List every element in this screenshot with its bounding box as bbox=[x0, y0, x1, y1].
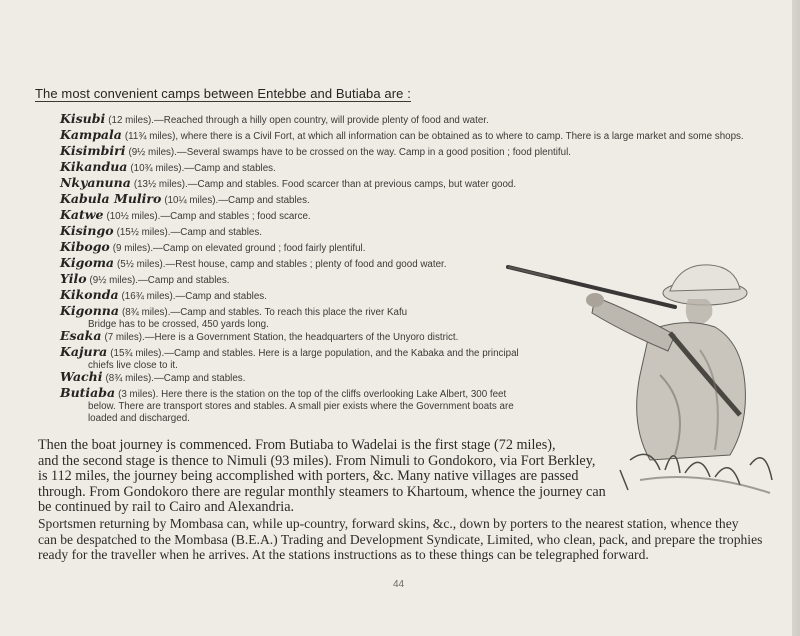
camp-description: (15½ miles).—Camp and stables. bbox=[116, 227, 262, 238]
camp-name: Kajura bbox=[60, 344, 108, 359]
camp-name: Kikandua bbox=[60, 159, 128, 174]
camp-name: Kabula Muliro bbox=[60, 191, 162, 206]
paragraph-line: is 112 miles, the journey being accomplished with porters, &c. Many native villages are passed bbox=[38, 468, 579, 484]
camp-name: Kisimbiri bbox=[60, 143, 126, 158]
camp-description-continued: loaded and discharged. bbox=[88, 413, 190, 424]
camp-entry bbox=[60, 113, 489, 127]
camp-description: (8¾ miles).—Camp and stables. bbox=[105, 373, 246, 384]
camp-entry bbox=[60, 330, 458, 344]
camp-name: Wachi bbox=[60, 369, 103, 384]
camp-name: Nkyanuna bbox=[60, 175, 131, 190]
camp-entry bbox=[60, 177, 516, 191]
paragraph-line: can be despatched to the Mombasa (B.E.A.) Trading and Development Syndicate, Limited, who clean, pack, and prepare the trophies bbox=[38, 531, 763, 547]
section-heading: The most convenient camps between Entebbe and Butiaba are : bbox=[35, 86, 411, 101]
camp-entry bbox=[60, 241, 365, 255]
camp-description: (9½ miles).—Camp and stables. bbox=[89, 275, 230, 286]
paragraph-sportsmen bbox=[38, 516, 784, 563]
camp-description: (10½ miles).—Camp and stables ; food scarce. bbox=[106, 211, 311, 222]
camp-name: Kibogo bbox=[60, 239, 110, 254]
camp-entry bbox=[60, 161, 276, 175]
camp-description: (8¾ miles).—Camp and stables. To reach this place the river Kafu bbox=[121, 307, 408, 318]
camp-description: (11¾ miles), where there is a Civil Fort, at which all information can be obtained as to where to camp. There is a large market and some shops. bbox=[124, 131, 744, 142]
page-edge bbox=[792, 0, 800, 636]
paragraph-line: Then the boat journey is commenced. From Butiaba to Wadelai is the first stage (72 miles), bbox=[38, 437, 556, 453]
camp-description: (16¾ miles).—Camp and stables. bbox=[121, 291, 267, 302]
camp-description: (7 miles).—Here is a Government Station, the headquarters of the Unyoro district. bbox=[104, 332, 459, 343]
camp-description-continued: chiefs live close to it. bbox=[88, 360, 178, 371]
camp-entry bbox=[60, 305, 407, 331]
camp-entry bbox=[60, 225, 262, 239]
camp-name: Esaka bbox=[60, 328, 102, 343]
camp-description: (9 miles).—Camp on elevated ground ; food fairly plentiful. bbox=[112, 243, 366, 254]
camp-name: Kisubi bbox=[60, 111, 106, 126]
page-number: 44 bbox=[393, 579, 405, 590]
camp-name: Yilo bbox=[60, 271, 87, 286]
paragraph-line: ready for the traveller when he arrives. At the stations instructions as to these things can be telegraphed forward. bbox=[38, 547, 649, 562]
camp-description: (13½ miles).—Camp and stables. Food scarcer than at previous camps, but water good. bbox=[133, 179, 517, 190]
camp-entry bbox=[60, 289, 267, 303]
camp-entry bbox=[60, 257, 447, 271]
camp-entry bbox=[60, 209, 311, 223]
camp-name: Kigoma bbox=[60, 255, 115, 270]
camp-description-continued: below. There are transport stores and stables. A small pier exists where the Government boats are bbox=[88, 401, 514, 412]
camp-description: (12 miles).—Reached through a hilly open country, will provide plenty of food and water. bbox=[108, 115, 489, 126]
camp-entry bbox=[60, 371, 245, 385]
camp-description-continued: Bridge has to be crossed, 450 yards long. bbox=[88, 319, 269, 330]
camp-entry bbox=[60, 145, 571, 159]
camp-name: Kikonda bbox=[60, 287, 119, 302]
paragraph-line: and the second stage is thence to Nimuli (93 miles). From Nimuli to Gondokoro, via Fort Berkley, bbox=[38, 452, 596, 469]
camp-description: (10¼ miles).—Camp and stables. bbox=[164, 195, 310, 206]
hunter-illustration bbox=[500, 255, 800, 500]
camp-entry bbox=[60, 387, 514, 425]
camp-name: Kisingo bbox=[60, 223, 114, 238]
paragraph-line: through. From Gondokoro there are regular monthly steamers to Khartoum, whence the journey can bbox=[38, 483, 606, 500]
camp-name: Kigonna bbox=[60, 303, 119, 318]
paragraph-line: be continued by rail to Cairo and Alexandria. bbox=[38, 499, 295, 515]
camp-description: (5½ miles).—Rest house, camp and stables ; plenty of food and good water. bbox=[117, 259, 447, 270]
camp-description: (9½ miles).—Several swamps have to be crossed on the way. Camp in a good position ; food plentiful. bbox=[128, 147, 571, 158]
camp-name: Butiaba bbox=[60, 385, 116, 400]
camp-entry bbox=[60, 129, 744, 143]
paragraph-line: Sportsmen returning by Mombasa can, while up-country, forward skins, &c., down by porters to the nearest station, whence they bbox=[38, 516, 739, 531]
camp-name: Kampala bbox=[60, 127, 122, 142]
camp-description: (3 miles). Here there is the station on the top of the cliffs overlooking Lake Albert, 300 feet bbox=[118, 389, 507, 400]
camp-entry bbox=[60, 193, 310, 207]
camp-description: (15¾ miles).—Camp and stables. Here is a large population, and the Kabaka and the principal bbox=[110, 348, 519, 359]
camp-entry bbox=[60, 273, 229, 287]
camp-entry bbox=[60, 346, 519, 372]
camp-name: Katwe bbox=[60, 207, 104, 222]
camp-description: (10¾ miles).—Camp and stables. bbox=[130, 163, 276, 174]
